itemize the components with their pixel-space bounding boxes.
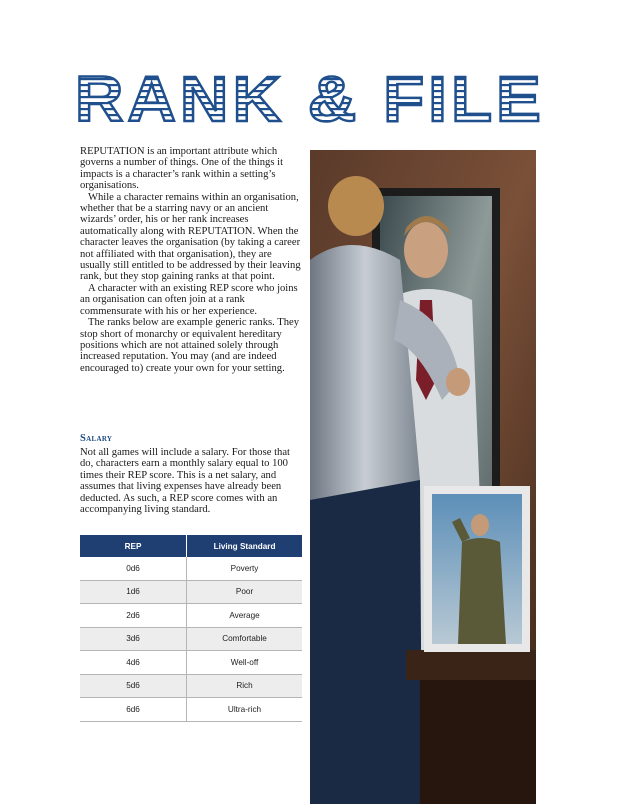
table-row — [80, 674, 302, 698]
intro-paragraph-4: The ranks below are example generic ranks. They stop short of monarchy or equivalent hereditary positions which are not attained solely through increased reputation. You may (and are indeed encouraged to) create your own for your setting. — [80, 317, 300, 374]
intro-paragraph-3: A character with an existing REP score who joins an organisation can often join at a rank commensurate with his or her experience. — [80, 282, 298, 317]
living-standard-cell: Ultra-rich — [187, 698, 302, 722]
table-header-rep: REP — [80, 535, 187, 557]
living-standard-cell: Average — [187, 604, 302, 628]
table-row — [80, 557, 302, 580]
intro-text — [80, 146, 302, 374]
table-row — [80, 627, 302, 651]
title-text: RANK & FILE — [75, 66, 545, 128]
living-standard-cell: Rich — [187, 674, 302, 698]
living-standard-cell: Poor — [187, 580, 302, 604]
rep-cell: 6d6 — [80, 698, 187, 722]
table-row — [80, 651, 302, 675]
rep-cell: 0d6 — [80, 557, 187, 580]
mirror-illustration — [310, 150, 536, 804]
salary-text — [80, 447, 302, 515]
rep-cell: 4d6 — [80, 651, 187, 675]
intro-paragraph-2: While a character remains within an organisation, whether that be a starring navy or an ancient wizards’ order, his or her rank increases automatically along with REPUTATION. When the character leaves the organisation (by taking a career not affiliated with that organisation), they are usually still entitled to be addressed by their leaving rank, but they stop gaining ranks at that point. — [80, 191, 301, 283]
table-row — [80, 698, 302, 722]
living-standard-cell: Well-off — [187, 651, 302, 675]
table-row — [80, 604, 302, 628]
salary-heading: Salary — [80, 433, 113, 444]
rep-cell: 3d6 — [80, 627, 187, 651]
intro-paragraph-1: REPUTATION is an important attribute which governs a number of things. One of the things it impacts is a character’s rank within a setting’s organisations. — [80, 146, 284, 192]
rep-cell: 1d6 — [80, 580, 187, 604]
living-standard-cell: Poverty — [187, 557, 302, 580]
table-header-row — [80, 535, 302, 557]
rep-cell: 5d6 — [80, 674, 187, 698]
page-title — [70, 66, 550, 128]
salary-paragraph: Not all games will include a salary. For those that do, characters earn a monthly salary equal to 100 times their REP score. This is a net salary, and assumes that living expenses have already been deducted. As such, a REP score comes with an accompanying living standard. — [80, 447, 290, 516]
table-header-living-standard: Living Standard — [187, 535, 302, 557]
rep-cell: 2d6 — [80, 604, 187, 628]
living-standard-table — [80, 535, 302, 722]
table-row — [80, 580, 302, 604]
living-standard-cell: Comfortable — [187, 627, 302, 651]
